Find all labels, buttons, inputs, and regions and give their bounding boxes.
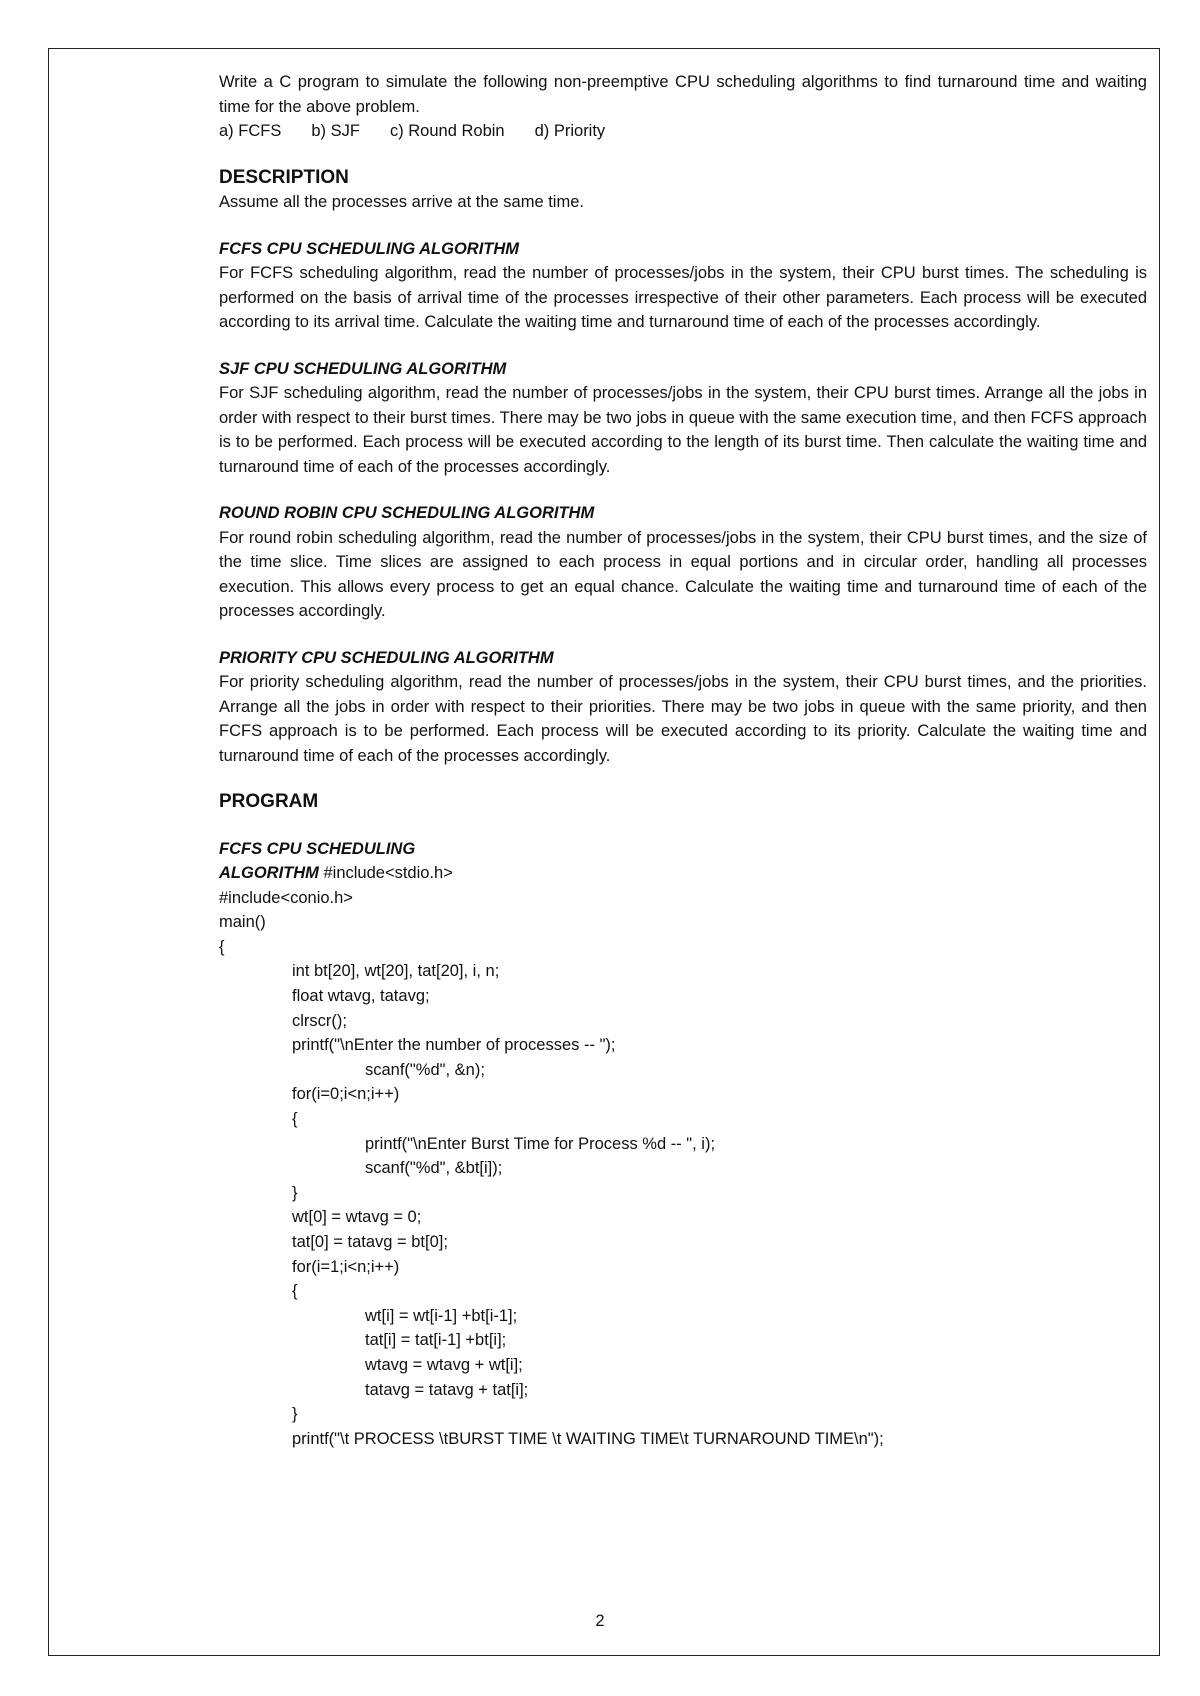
code-line: for(i=1;i<n;i++): [292, 1257, 400, 1276]
round-robin-section-title: ROUND ROBIN CPU SCHEDULING ALGORITHM: [219, 504, 595, 522]
code-line: [219, 861, 1147, 886]
code-line: scanf("%d", &n);: [365, 1060, 485, 1079]
algorithm-options: [219, 119, 1147, 144]
code-listing: [219, 837, 1147, 1452]
option-fcfs: a) FCFS: [219, 122, 282, 140]
page-number: 2: [595, 1612, 605, 1630]
sjf-section-title: SJF CPU SCHEDULING ALGORITHM: [219, 359, 507, 378]
code-line-text: #include<stdio.h>: [323, 864, 453, 883]
option-priority: d) Priority: [534, 122, 606, 140]
priority-section-title: PRIORITY CPU SCHEDULING ALGORITHM: [219, 648, 554, 667]
code-line: printf("\t PROCESS \tBURST TIME \t WAITING TIME\t TURNAROUND TIME\n");: [292, 1429, 884, 1448]
code-line: scanf("%d", &bt[i]);: [365, 1159, 503, 1178]
document-content: [219, 70, 1147, 1451]
code-line: }: [292, 1405, 298, 1424]
code-line: tatavg = tatavg + tat[i];: [365, 1380, 529, 1399]
code-line: clrscr();: [292, 1011, 347, 1030]
code-line: }: [292, 1183, 298, 1202]
fcfs-section-text: For FCFS scheduling algorithm, read the number of processes/jobs in the system, their CPU burst times. The scheduling is performed on the basis of arrival time of the processes irrespective of their other parameters. Each process will be executed according to its arrival time. Calculate the waiting time and turnaround time of each of the processes accordingly.: [219, 264, 1147, 331]
code-line: tat[0] = tatavg = bt[0];: [292, 1233, 448, 1251]
code-title-continued: ALGORITHM: [219, 864, 319, 883]
code-line: tat[i] = tat[i-1] +bt[i];: [365, 1331, 507, 1350]
fcfs-section-title: FCFS CPU SCHEDULING ALGORITHM: [219, 239, 520, 258]
code-line: wt[i] = wt[i-1] +bt[i-1];: [365, 1306, 518, 1325]
sjf-section-text: For SJF scheduling algorithm, read the number of processes/jobs in the system, their CPU burst times. Arrange all the jobs in order with respect to their burst times. There may be two jobs in queue with the same execution time, and then FCFS approach is to be performed. Each process will be executed according to the length of its burst time. Then calculate the waiting time and turnaround time of each of the processes accordingly.: [219, 384, 1147, 476]
description-heading: DESCRIPTION: [219, 166, 349, 188]
intro-text: Write a C program to simulate the following non-preemptive CPU scheduling algorithms to find turnaround time and waiting time for the above problem.: [219, 73, 1147, 116]
code-line: {: [292, 1110, 298, 1129]
program-heading: PROGRAM: [219, 791, 319, 812]
option-round-robin: c) Round Robin: [389, 122, 505, 140]
code-line: #include<conio.h>: [219, 888, 353, 907]
code-line: wtavg = wtavg + wt[i];: [365, 1355, 523, 1374]
code-line: main(): [219, 913, 266, 932]
code-line: for(i=0;i<n;i++): [292, 1085, 400, 1104]
code-line: int bt[20], wt[20], tat[20], i, n;: [292, 962, 500, 981]
code-line: float wtavg, tatavg;: [292, 987, 430, 1006]
option-sjf: b) SJF: [311, 122, 360, 140]
round-robin-section-text: For round robin scheduling algorithm, read the number of processes/jobs in the system, their CPU burst times, and the size of the time slice. Time slices are assigned to each process in equal portions and in circular order, handling all processes execution. This allows every process to get an equal chance. Calculate the waiting time and turnaround time of each of the processes accordingly.: [219, 528, 1147, 620]
code-line: printf("\nEnter the number of processes -- ");: [292, 1036, 616, 1055]
code-title: FCFS CPU SCHEDULING: [219, 839, 416, 858]
priority-section-text: For priority scheduling algorithm, read the number of processes/jobs in the system, their CPU burst times, and the priorities. Arrange all the jobs in order with respect to their priorities. There may be two jobs in queue with the same priority, and then FCFS approach is to be performed. Each process will be executed according to its priority. Calculate the waiting time and turnaround time of each of the processes accordingly.: [219, 673, 1147, 765]
description-assumption: Assume all the processes arrive at the same time.: [219, 193, 584, 211]
code-line: {: [219, 937, 225, 956]
code-line: printf("\nEnter Burst Time for Process %d -- ", i);: [365, 1134, 716, 1153]
code-line: wt[0] = wtavg = 0;: [292, 1208, 422, 1227]
code-line: {: [292, 1282, 298, 1301]
